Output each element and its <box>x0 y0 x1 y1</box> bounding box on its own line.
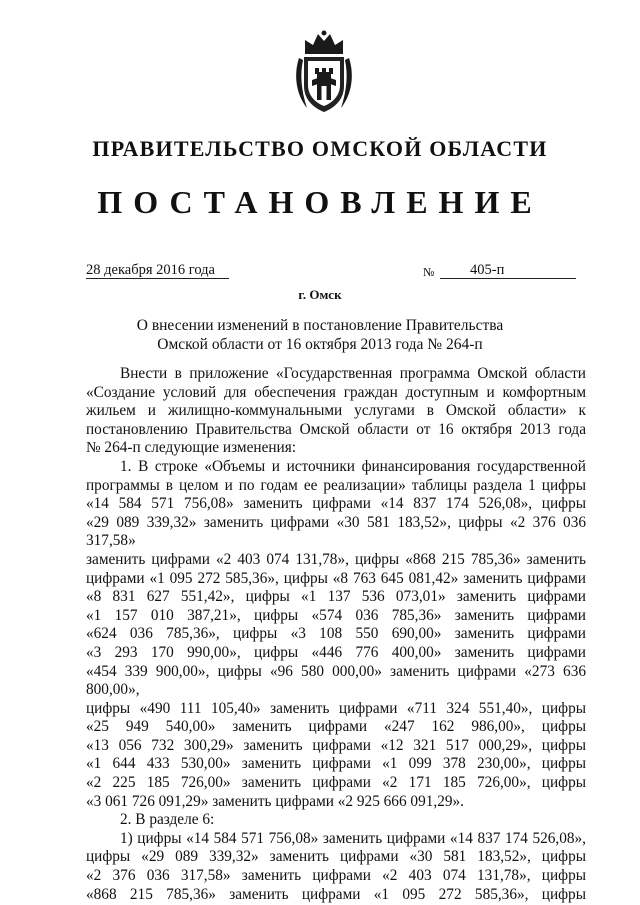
body-line: «14 584 571 756,08» заменить цифрами «14 837 174 526,08», цифры <box>86 495 586 513</box>
document-city: г. Омск <box>298 287 342 302</box>
body-line: жильем и жилищно-коммунальными услугами в Омской области» к <box>86 402 586 420</box>
body-line: «868 215 785,36» заменить цифрами «1 095 272 585,36», цифры <box>86 885 586 903</box>
body-line: цифры «29 089 339,32» заменить цифрами «30 581 183,52», цифры <box>86 848 586 866</box>
body-line: цифры «490 111 105,40» заменить цифрами «711 324 551,40», цифры <box>86 699 586 717</box>
body-line: Внести в приложение «Государственная программа Омской области <box>120 365 586 382</box>
body-line: «624 036 785,36», цифры «3 108 550 690,00» заменить цифрами <box>86 625 586 643</box>
document-date: 28 декабря 2016 года <box>86 262 229 279</box>
document-subject <box>0 316 640 354</box>
organization-title: ПРАВИТЕЛЬСТВО ОМСКОЙ ОБЛАСТИ <box>92 136 548 161</box>
body-line: «2 376 036 317,58» заменить цифрами «2 403 074 131,78», цифры <box>86 867 586 885</box>
body-line: 2. В разделе 6: <box>120 811 215 829</box>
body-line: заменить цифрами «2 403 074 131,78», цифры «868 215 785,36» заменить <box>86 550 586 568</box>
document-type-title: ПОСТАНОВЛЕНИЕ <box>97 184 543 220</box>
body-line: «29 089 339,32» заменить цифрами «30 581 183,52», цифры «2 376 036 317,58» <box>86 513 586 550</box>
body-line: «13 056 732 300,29» заменить цифрами «12 321 517 000,29», цифры <box>86 736 586 754</box>
body-line: программы в целом и по годам ее реализации» таблицы раздела 1 цифры <box>86 476 586 494</box>
body-line: «454 339 900,00», цифры «96 580 000,00» заменить цифрами «273 636 800,00», <box>86 662 586 699</box>
body-line: цифрами «1 095 272 585,36», цифры «8 763 645 081,42» заменить цифрами <box>86 569 586 587</box>
subject-line: О внесении изменений в постановление Правительства <box>136 317 504 334</box>
body-line: «3 293 170 990,00», цифры «446 776 400,00» заменить цифрами <box>86 643 586 661</box>
body-line: постановлению Правительства Омской области от 16 октября 2013 года <box>86 420 586 438</box>
body-line: 1) цифры «14 584 571 756,08» заменить цифрами «14 837 174 526,08», <box>120 829 586 847</box>
body-line: № 264-п следующие изменения: <box>86 439 297 457</box>
body-line: «3 061 726 091,29» заменить цифрами «2 925 666 091,29». <box>86 792 464 810</box>
body-line: «8 831 627 551,42», цифры «1 137 536 073,01» заменить цифрами <box>86 588 586 606</box>
body-line: «1 157 010 387,21», цифры «574 036 785,36» заменить цифрами <box>86 606 586 624</box>
body-line: «Создание условий для обеспечения граждан доступным и комфортным <box>86 383 586 401</box>
document-body <box>86 365 586 904</box>
subject-line: Омской области от 16 октября 2013 года № 264-п <box>157 336 483 353</box>
omsk-coat-of-arms-icon <box>293 28 355 114</box>
document-number-label: № <box>423 265 435 279</box>
body-line: 1. В строке «Объемы и источники финансирования государственной <box>120 457 586 475</box>
body-line: «2 225 185 726,00» заменить цифрами «2 171 185 726,00», цифры <box>86 774 586 792</box>
body-line: «1 644 433 530,00» заменить цифрами «1 099 378 230,00», цифры <box>86 755 586 773</box>
document-number: 405-п <box>440 262 576 279</box>
body-line: «25 949 540,00» заменить цифрами «247 162 986,00», цифры <box>86 718 586 736</box>
